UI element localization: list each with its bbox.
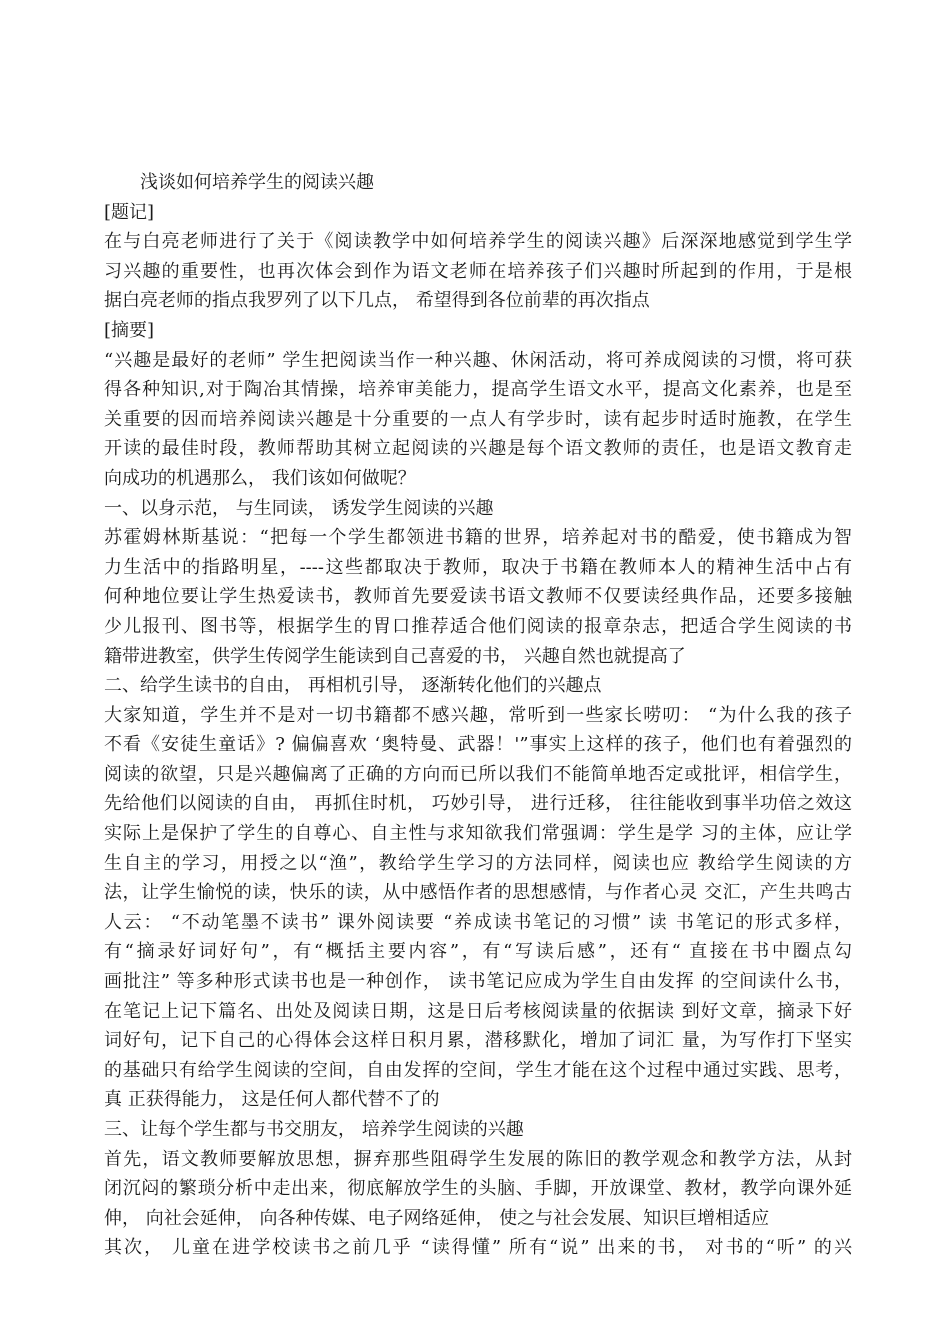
text-line: 习兴趣的重要性，也再次体会到作为语文老师在培养孩子们兴趣时所起到的作用，于是根 [104, 260, 852, 282]
text-line: 苏霍姆林斯基说：“把每一个学生都领进书籍的世界，培养起对书的酷爱，使书籍成为智 [104, 527, 852, 549]
text-line: 不看《安徒生童话》? 偏偏喜欢 ‘奥特曼、武器！'”事实上这样的孩子，他们也有着强烈的 [104, 734, 852, 756]
text-line: 阅读的欲望，只是兴趣偏离了正确的方向而已所以我们不能简单地否定或批评，相信学生， [104, 763, 852, 785]
text-line: 首先，语文教师要解放思想，摒弃那些阻碍学生发展的陈旧的教学观念和教学方法，从封 [104, 1148, 852, 1170]
text-line: 向成功的机遇那么， 我们该如何做呢？ [104, 467, 416, 489]
text-line: 的基础只有给学生阅读的空间，自由发挥的空间，学生才能在这个过程中通过实践、思考， [104, 1059, 852, 1081]
text-line: 其次， 儿童在进学校读书之前几乎 “读得懂” 所有“说” 出来的书， 对书的“听” 的兴 [104, 1237, 852, 1259]
text-line: 在与白亮老师进行了关于《阅读教学中如何培养学生的阅读兴趣》后深深地感觉到学生学 [104, 231, 852, 253]
document-body [104, 168, 852, 1263]
text-line: “兴趣是最好的老师” 学生把阅读当作一种兴趣、休闲活动，将可养成阅读的习惯，将可获 [104, 349, 852, 371]
text-line: 先给他们以阅读的自由， 再抓住时机， 巧妙引导， 进行迁移， 往往能收到事半功倍之效这 [104, 793, 852, 815]
text-line: 法，让学生愉悦的读，快乐的读，从中感悟作者的思想感情，与作者心灵 交汇，产生共鸣古 [104, 882, 852, 904]
text-line: 一、以身示范， 与生同读， 诱发学生阅读的兴趣 [104, 497, 494, 519]
text-line: 三、让每个学生都与书交朋友， 培养学生阅读的兴趣 [104, 1119, 524, 1140]
text-line: [摘要] [104, 319, 155, 341]
text-line: 闭沉闷的繁琐分析中走出来，彻底解放学生的头脑、手脚，开放课堂、教材，教学向课外延 [104, 1178, 852, 1200]
text-line: 真 正获得能力， 这是任何人都代替不了的 [104, 1089, 440, 1111]
text-line: 开读的最佳时段，教师帮助其树立起阅读的兴趣是每个语文教师的责任，也是语文教育走 [104, 438, 852, 460]
text-line: 画批注” 等多种形式读书也是一种创作， 读书笔记应成为学生自由发挥 的空间读什么书， [104, 971, 852, 993]
text-line: 据白亮老师的指点我罗列了以下几点， 希望得到各位前辈的再次指点 [104, 290, 650, 312]
text-line: 有“摘录好词好句”，有“概括主要内容”，有“写读后感”，还有“ 直接在书中圈点勾 [104, 941, 852, 963]
text-line: 词好句，记下自己的心得体会这样日积月累，潜移默化，增加了词汇 量，为写作打下坚实 [104, 1030, 852, 1052]
text-line: 何种地位要让学生热爱读书，教师首先要爱读书语文教师不仅要读经典作品，还要多接触 [104, 586, 852, 608]
text-line: 生自主的学习，用授之以“渔”，教给学生学习的方法同样，阅读也应 教给学生阅读的方 [104, 852, 852, 874]
text-line: 关重要的因而培养阅读兴趣是十分重要的一点人有学步时，读有起步时适时施教，在学生 [104, 408, 852, 430]
text-line: [题记] [104, 201, 155, 223]
document-lines [104, 198, 852, 1263]
text-line: 二、给学生读书的自由， 再相机引导， 逐渐转化他们的兴趣点 [104, 675, 602, 697]
text-line: 在笔记上记下篇名、出处及阅读日期，这是日后考核阅读量的依据读 到好文章，摘录下好 [104, 1000, 852, 1022]
text-line: 少儿报刊、图书等，根据学生的胃口推荐适合他们阅读的报章杂志，把适合学生阅读的书 [104, 615, 852, 637]
text-line: 大家知道，学生并不是对一切书籍都不感兴趣，常听到一些家长唠叨： “为什么我的孩子 [104, 704, 852, 726]
text-line: 力生活中的指路明星，----这些都取决于教师，取决于书籍在教师本人的精神生活中占有 [104, 556, 852, 578]
text-line: 得各种知识,对于陶冶其情操，培养审美能力，提高学生语文水平，提高文化素养，也是至 [104, 379, 852, 401]
text-line: 实际上是保护了学生的自尊心、自主性与求知欲我们常强调：学生是学 习的主体，应让学 [104, 823, 852, 845]
text-line: 籍带进教室，供学生传阅学生能读到自己喜爱的书， 兴趣自然也就提高了 [104, 645, 686, 667]
document-title: 浅谈如何培养学生的阅读兴趣 [140, 172, 374, 193]
text-line: 伸， 向社会延伸， 向各种传媒、电子网络延伸， 使之与社会发展、知识巨增相适应 [104, 1207, 770, 1229]
text-line: 人云： “不动笔墨不读书” 课外阅读要 “养成读书笔记的习惯” 读 书笔记的形式多样， [104, 911, 852, 933]
